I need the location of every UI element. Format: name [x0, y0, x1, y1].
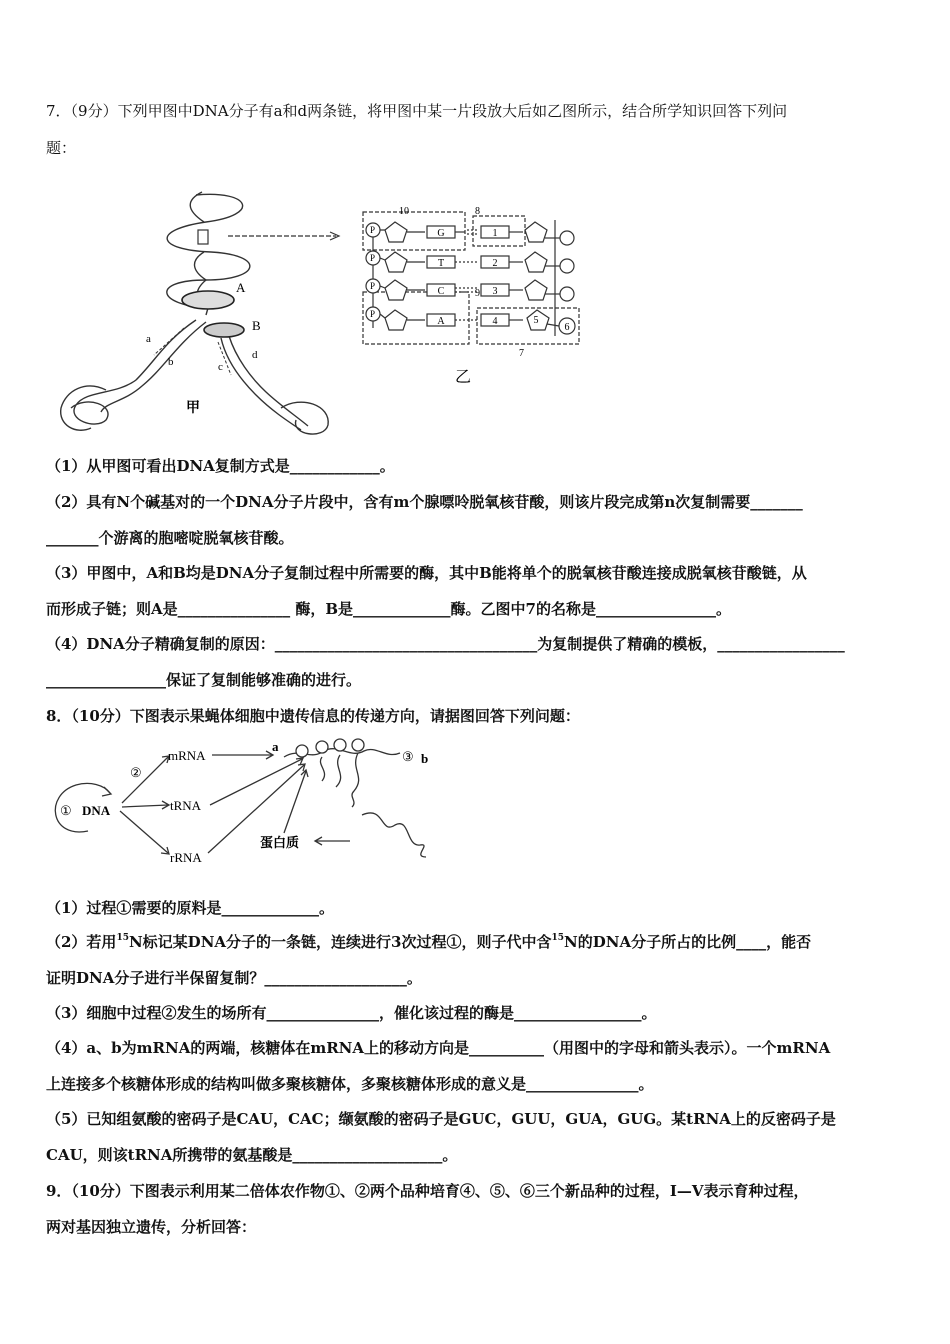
label-a: a: [146, 333, 151, 345]
q7-s4a: （4）DNA分子精确复制的原因：___________________________________为复制提供了精确的模板，_________________: [46, 635, 845, 653]
q8-s5a: （5）已知组氨酸的密码子是CAU，CAC；缬氨酸的密码子是GUC，GUU，GUA，GUG。某tRNA上的反密码子是: [46, 1110, 836, 1128]
circle-3-label: ③: [402, 749, 414, 764]
q8-s4a: （4）a、b为mRNA的两端，核糖体在mRNA上的移动方向是__________（用图中的字母和箭头表示）。一个mRNA: [46, 1039, 831, 1057]
q8-title: 8．（10分）下图表示果蝇体细胞中遗传信息的传递方向，请据图回答下列问题：: [46, 707, 580, 725]
base-left-4: A: [437, 316, 445, 327]
base-left-3: C: [437, 286, 445, 297]
gene-expression-figure: [40, 735, 440, 870]
base-right-1: 1: [492, 228, 498, 239]
q7-s3b: 而形成子链；则A是_______________ 酶，B是_____________酶。乙图中7的名称是________________。: [46, 600, 731, 618]
base-left-2: T: [437, 258, 445, 269]
q7-title-line2: 题：: [46, 139, 77, 157]
label-b: b: [168, 356, 174, 368]
svg-text:P: P: [370, 281, 376, 291]
label-d: d: [252, 349, 258, 361]
label-8: 8: [475, 206, 480, 217]
q7-s4b: ________________保证了复制能够准确的进行。: [46, 671, 362, 689]
protein-label: 蛋白质: [260, 835, 300, 850]
label-c: c: [218, 361, 223, 373]
trna-label: tRNA: [170, 798, 202, 813]
label-B: B: [252, 318, 261, 333]
mrna-label: mRNA: [168, 748, 206, 763]
label-5: 5: [533, 315, 539, 326]
end-a-label: a: [272, 739, 279, 754]
base-right-4: 4: [492, 316, 498, 327]
label-9: 9: [475, 288, 480, 299]
q8-s5b: CAU，则该tRNA所携带的氨基酸是____________________。: [46, 1146, 458, 1164]
q9-title-line1: 9．（10分）下图表示利用某二倍体农作物①、②两个品种培育④、⑤、⑥三个新品种的过程，Ⅰ—Ⅴ表示育种过程，: [46, 1182, 809, 1200]
q7-s3a: （3）甲图中，A和B均是DNA分子复制过程中所需要的酶，其中B能将单个的脱氧核苷酸连接成脱氧核苷酸链，从: [46, 564, 807, 582]
q7-s2b: _______个游离的胞嘧啶脱氧核苷酸。: [46, 529, 294, 547]
dna-segment-figure-yi: [355, 200, 595, 390]
dna-label: DNA: [82, 803, 111, 818]
svg-text:P: P: [370, 253, 376, 263]
q8-s2b: 证明DNA分子进行半保留复制？___________________。: [46, 969, 422, 987]
caption-yi: 乙: [455, 369, 472, 386]
q8-s4b: 上连接多个核糖体形成的结构叫做多聚核糖体，多聚核糖体形成的意义是_______________。: [46, 1075, 654, 1093]
q7-s1: （1）从甲图可看出DNA复制方式是____________。: [46, 457, 395, 475]
circle-1-label: ①: [60, 803, 72, 818]
label-7: 7: [519, 348, 524, 359]
svg-text:P: P: [370, 225, 376, 235]
label-6: 6: [564, 322, 570, 333]
q8-s1: （1）过程①需要的原料是_____________。: [46, 899, 334, 917]
label-10: 10: [399, 206, 409, 217]
q8-s3: （3）细胞中过程②发生的场所有_______________，催化该过程的酶是_________________。: [46, 1004, 657, 1022]
end-b-label: b: [421, 751, 429, 766]
circle-2-label: ②: [130, 765, 142, 780]
q8-s2a: （2）若用$^{15}$N标记某DNA分子的一条链，连续进行3次过程①，则子代中含$^{15}$N的DNA分子所占的比例____，能否: [46, 933, 812, 951]
q7-title-line1: 7．（9分）下列甲图中DNA分子有a和d两条链，将甲图中某一片段放大后如乙图所示，结合所学知识回答下列问: [46, 102, 788, 120]
q7-s2a: （2）具有N个碱基对的一个DNA分子片段中，含有m个腺嘌呤脱氧核苷酸，则该片段完成第n次复制需要_______: [46, 493, 803, 511]
rrna-label: rRNA: [170, 850, 202, 865]
label-A: A: [236, 280, 246, 295]
caption-jia: 甲: [186, 401, 200, 416]
q9-title-line2: 两对基因独立遗传，分析回答：: [46, 1218, 257, 1236]
base-right-3: 3: [492, 286, 498, 297]
base-right-2: 2: [492, 258, 498, 269]
base-left-1: G: [437, 228, 445, 239]
dna-replication-figure-jia: [46, 180, 346, 440]
svg-text:P: P: [370, 309, 376, 319]
